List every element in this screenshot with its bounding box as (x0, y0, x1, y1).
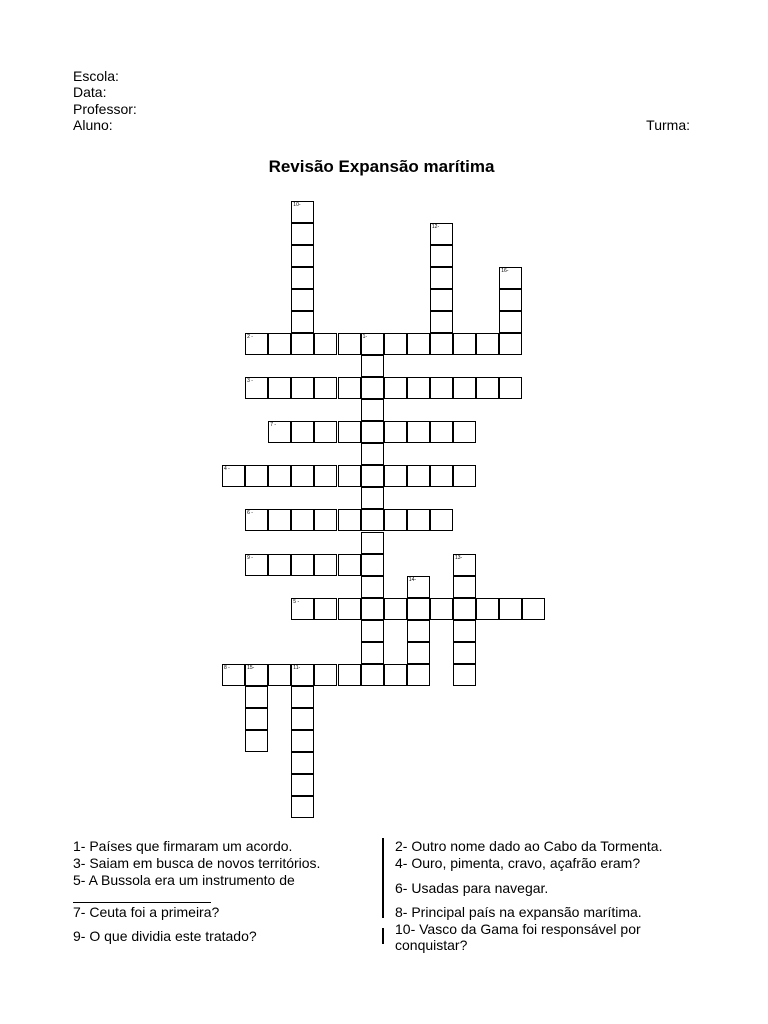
clue-10-continued: conquistar? (395, 937, 468, 953)
clue-4: 4- Ouro, pimenta, cravo, açafrão eram? (395, 855, 641, 871)
escola-label: Escola: (73, 68, 119, 84)
clue-number-15: 15- (247, 664, 255, 671)
column-divider-lower (382, 928, 384, 944)
clue-number-8: 8 - (224, 664, 230, 671)
clue-number-1: 1- (362, 334, 368, 341)
clue-number-5: 5 - (293, 598, 300, 605)
data-label: Data: (73, 84, 107, 101)
clue-6: 6- Usadas para navegar. (395, 880, 549, 896)
clue-9: 9- O que dividia este tratado? (73, 928, 257, 944)
page-title: Revisão Expansão marítima (268, 157, 495, 176)
clue-number-9: 9 - (247, 554, 253, 561)
clue-number-13: 13- (455, 554, 463, 561)
clue-number-14: 14- (408, 576, 417, 583)
clue-number-12: 12- (431, 224, 440, 230)
clue-5: 5- A Bussola era um instrumento de (73, 872, 295, 888)
clue-number-4: 4 - (224, 466, 230, 473)
clue-8: 8- Principal país na expansão marítima. (395, 904, 642, 920)
clue-2: 2- Outro nome dado ao Cabo da Tormenta. (395, 838, 663, 854)
clue-number-3: 3 - (247, 378, 253, 385)
clue-5-answer-line (73, 902, 211, 903)
clue-number-11: 11- (293, 664, 301, 671)
clue-number-2: 2 - (247, 334, 253, 341)
clue-3: 3- Saiam em busca de novos territórios. (73, 855, 321, 871)
clue-number-16: 16- (501, 268, 509, 275)
column-divider (382, 838, 384, 918)
clue-number-10: 10- (293, 202, 301, 208)
clue-number-7: 7 - (270, 422, 277, 429)
professor-label: Professor: (73, 100, 137, 117)
clue-number-6: 6 - (247, 510, 253, 517)
clue-10: 10- Vasco da Gama foi responsável por (395, 921, 641, 937)
turma-label: Turma: (646, 116, 690, 133)
clue-7: 7- Ceuta foi a primeira? (73, 904, 220, 920)
clue-1: 1- Países que firmaram um acordo. (73, 838, 293, 854)
aluno-label: Aluno: (73, 116, 113, 133)
